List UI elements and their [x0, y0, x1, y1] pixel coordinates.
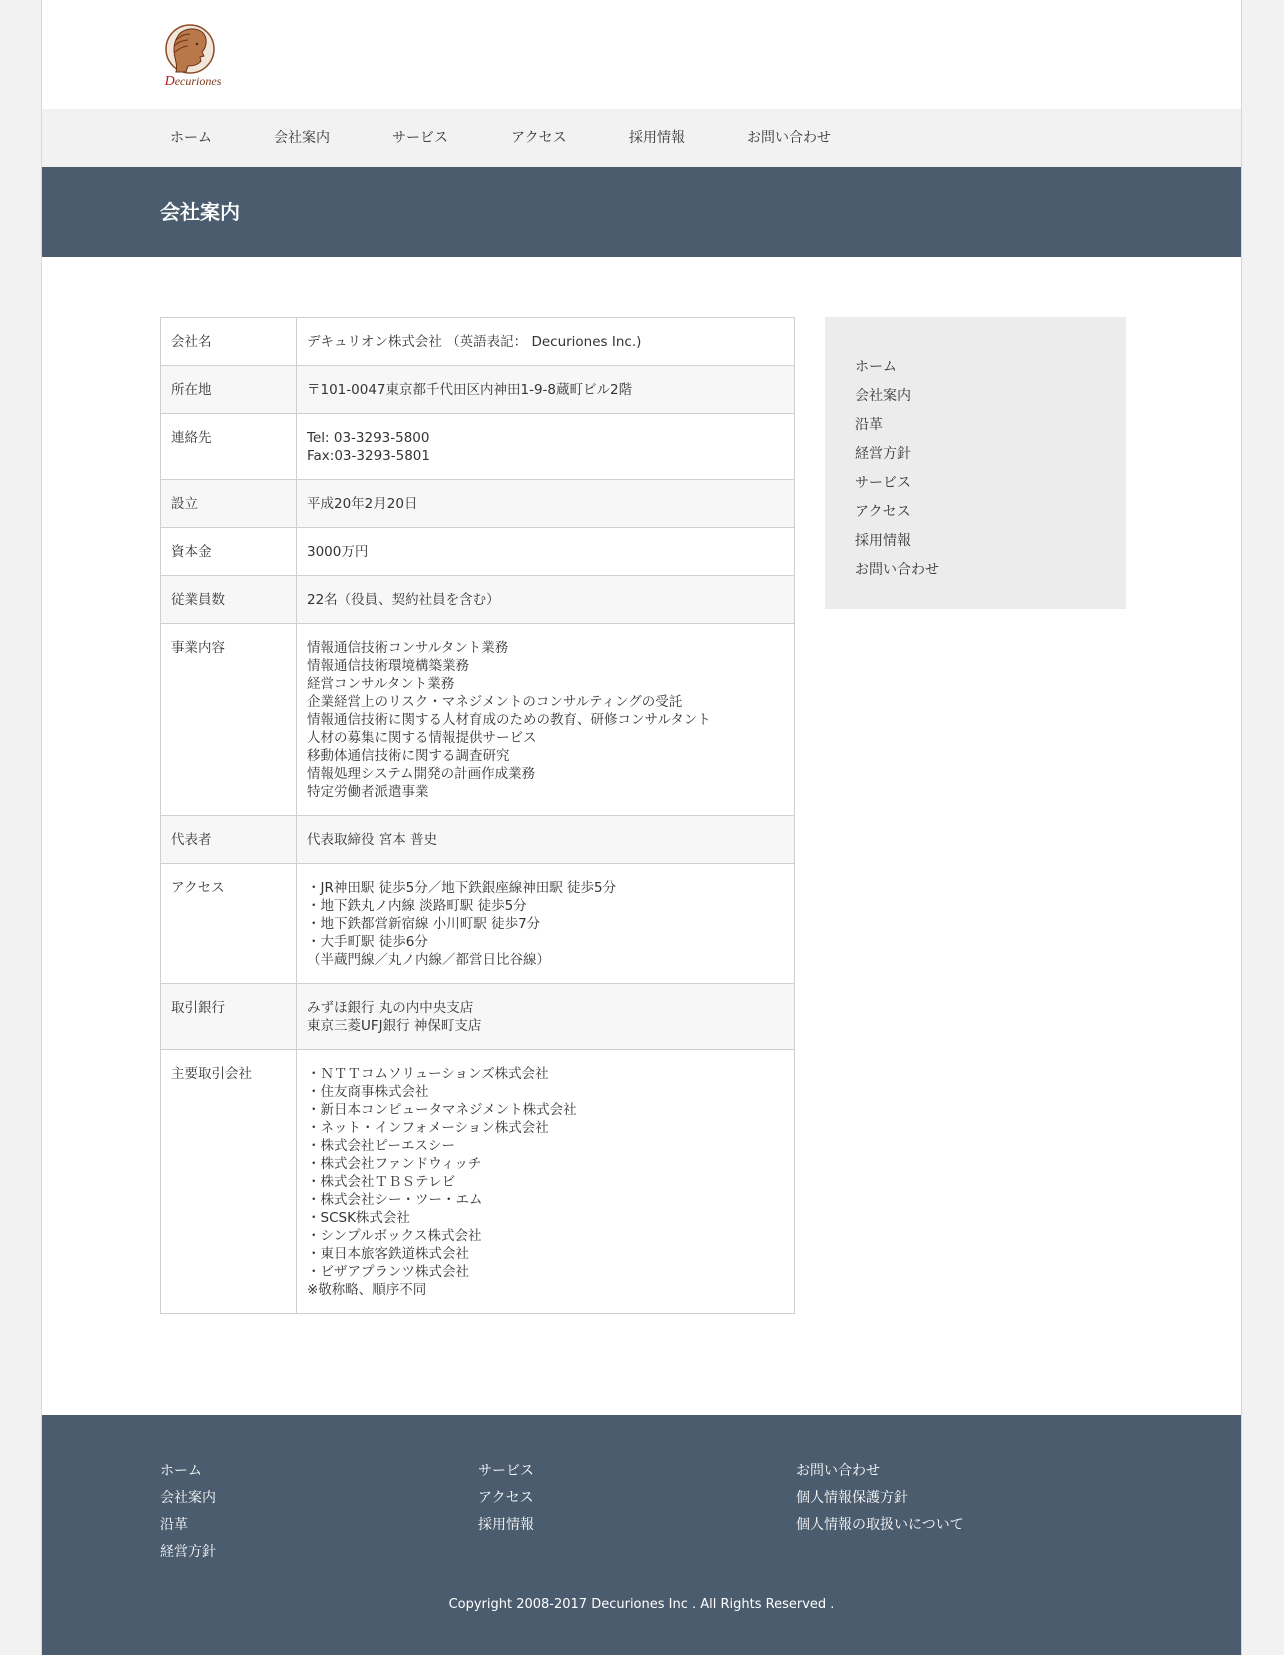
row-label: 資本金 [161, 528, 297, 576]
footer-link-privacy-policy[interactable]: 個人情報保護方針 [796, 1490, 908, 1506]
footer-column-3 [796, 1461, 964, 1542]
footer-link-company[interactable]: 会社案内 [160, 1490, 216, 1506]
sidebar-item-home[interactable]: ホーム [855, 359, 897, 375]
table-row [161, 864, 795, 984]
table-row [161, 480, 795, 528]
table-row [161, 576, 795, 624]
row-value: みずほ銀行 丸の内中央支店 東京三菱UFJ銀行 神保町支店 [297, 984, 795, 1050]
table-row [161, 624, 795, 816]
row-label: 取引銀行 [161, 984, 297, 1050]
nav-item-service[interactable]: サービス [392, 130, 448, 146]
row-label: 所在地 [161, 366, 297, 414]
row-value: 22名（役員、契約社員を含む） [297, 576, 795, 624]
row-value: ・ＮＴＴコムソリューションズ株式会社 ・住友商事株式会社 ・新日本コンピュータマネジメント株式会社 ・ネット・インフォメーション株式会社 ・株式会社ピーエスシー ・株式会社ファンドウィッチ ・株式会社ＴＢＳテレビ ・株式会社シー・ツー・エム ・SCSK株式会社 ・シンプルボックス株式会社 ・東日本旅客鉄道株式会社 ・ビザアプランツ株式会社 ※敬称略、順序不同 [297, 1050, 795, 1314]
footer-link-home[interactable]: ホーム [160, 1463, 202, 1479]
row-label: 会社名 [161, 318, 297, 366]
table-row [161, 1050, 795, 1314]
sidebar-item-company[interactable]: 会社案内 [855, 388, 911, 404]
footer-link-recruit[interactable]: 採用情報 [478, 1517, 534, 1533]
laureate-head-icon [160, 22, 226, 78]
copyright-text: Copyright 2008-2017 Decuriones Inc . All Rights Reserved . [448, 1597, 835, 1612]
table-row [161, 318, 795, 366]
footer-link-access[interactable]: アクセス [478, 1490, 534, 1506]
sidebar-item-access[interactable]: アクセス [855, 504, 911, 520]
row-label: 連絡先 [161, 414, 297, 480]
sidebar-item-recruit[interactable]: 採用情報 [855, 533, 911, 549]
table-row [161, 816, 795, 864]
nav-item-home[interactable]: ホーム [170, 130, 212, 146]
row-value: 3000万円 [297, 528, 795, 576]
row-value: 情報通信技術コンサルタント業務 情報通信技術環境構築業務 経営コンサルタント業務 企業経営上のリスク・マネジメントのコンサルティングの受託 情報通信技術に関する人材育成のための教育、研修コンサルタント 人材の募集に関する情報提供サービス 移動体通信技術に関する調査研究 情報処理システム開発の計画作成業務 特定労働者派遣事業 [297, 624, 795, 816]
row-value: Tel: 03-3293-5800 Fax:03-3293-5801 [297, 414, 795, 480]
nav-item-access[interactable]: アクセス [511, 130, 567, 146]
row-value: 平成20年2月20日 [297, 480, 795, 528]
sidebar-item-history[interactable]: 沿革 [855, 417, 883, 433]
footer-column-1 [160, 1461, 216, 1569]
row-label: 事業内容 [161, 624, 297, 816]
table-row [161, 528, 795, 576]
footer-link-history[interactable]: 沿革 [160, 1517, 188, 1533]
nav-item-company[interactable]: 会社案内 [274, 130, 330, 146]
row-label: 従業員数 [161, 576, 297, 624]
company-info-table [160, 317, 795, 1314]
table-row [161, 984, 795, 1050]
row-value: 代表取締役 宮本 普史 [297, 816, 795, 864]
row-value: 〒101-0047東京都千代田区内神田1-9-8蔵町ビル2階 [297, 366, 795, 414]
nav-item-recruit[interactable]: 採用情報 [629, 130, 685, 146]
row-value: ・JR神田駅 徒歩5分／地下鉄銀座線神田駅 徒歩5分 ・地下鉄丸ノ内線 淡路町駅 徒歩5分 ・地下鉄都営新宿線 小川町駅 徒歩7分 ・大手町駅 徒歩6分 （半蔵門線／丸ノ内線／都営日比谷線） [297, 864, 795, 984]
footer-link-contact[interactable]: お問い合わせ [796, 1463, 880, 1479]
row-label: アクセス [161, 864, 297, 984]
site-logo[interactable] [160, 22, 226, 92]
page-container [41, 0, 1242, 1655]
footer-link-service[interactable]: サービス [478, 1463, 534, 1479]
table-row [161, 414, 795, 480]
row-label: 代表者 [161, 816, 297, 864]
row-label: 設立 [161, 480, 297, 528]
sidebar-item-contact[interactable]: お問い合わせ [855, 562, 939, 578]
main-nav [42, 109, 1241, 167]
row-label: 主要取引会社 [161, 1050, 297, 1314]
table-row [161, 366, 795, 414]
sidebar-menu [825, 317, 1126, 609]
site-footer [42, 1415, 1241, 1655]
row-value: デキュリオン株式会社 （英語表記： Decuriones Inc.) [297, 318, 795, 366]
sidebar-item-service[interactable]: サービス [855, 475, 911, 491]
footer-link-privacy-handling[interactable]: 個人情報の取扱いについて [796, 1517, 964, 1533]
nav-item-contact[interactable]: お問い合わせ [747, 130, 831, 146]
footer-link-policy[interactable]: 経営方針 [160, 1544, 216, 1560]
logo-text: Decuriones [164, 74, 222, 89]
footer-column-2 [478, 1461, 534, 1542]
page-title: 会社案内 [160, 200, 240, 224]
sidebar-item-policy[interactable]: 経営方針 [855, 446, 911, 462]
page-title-banner [42, 167, 1241, 257]
